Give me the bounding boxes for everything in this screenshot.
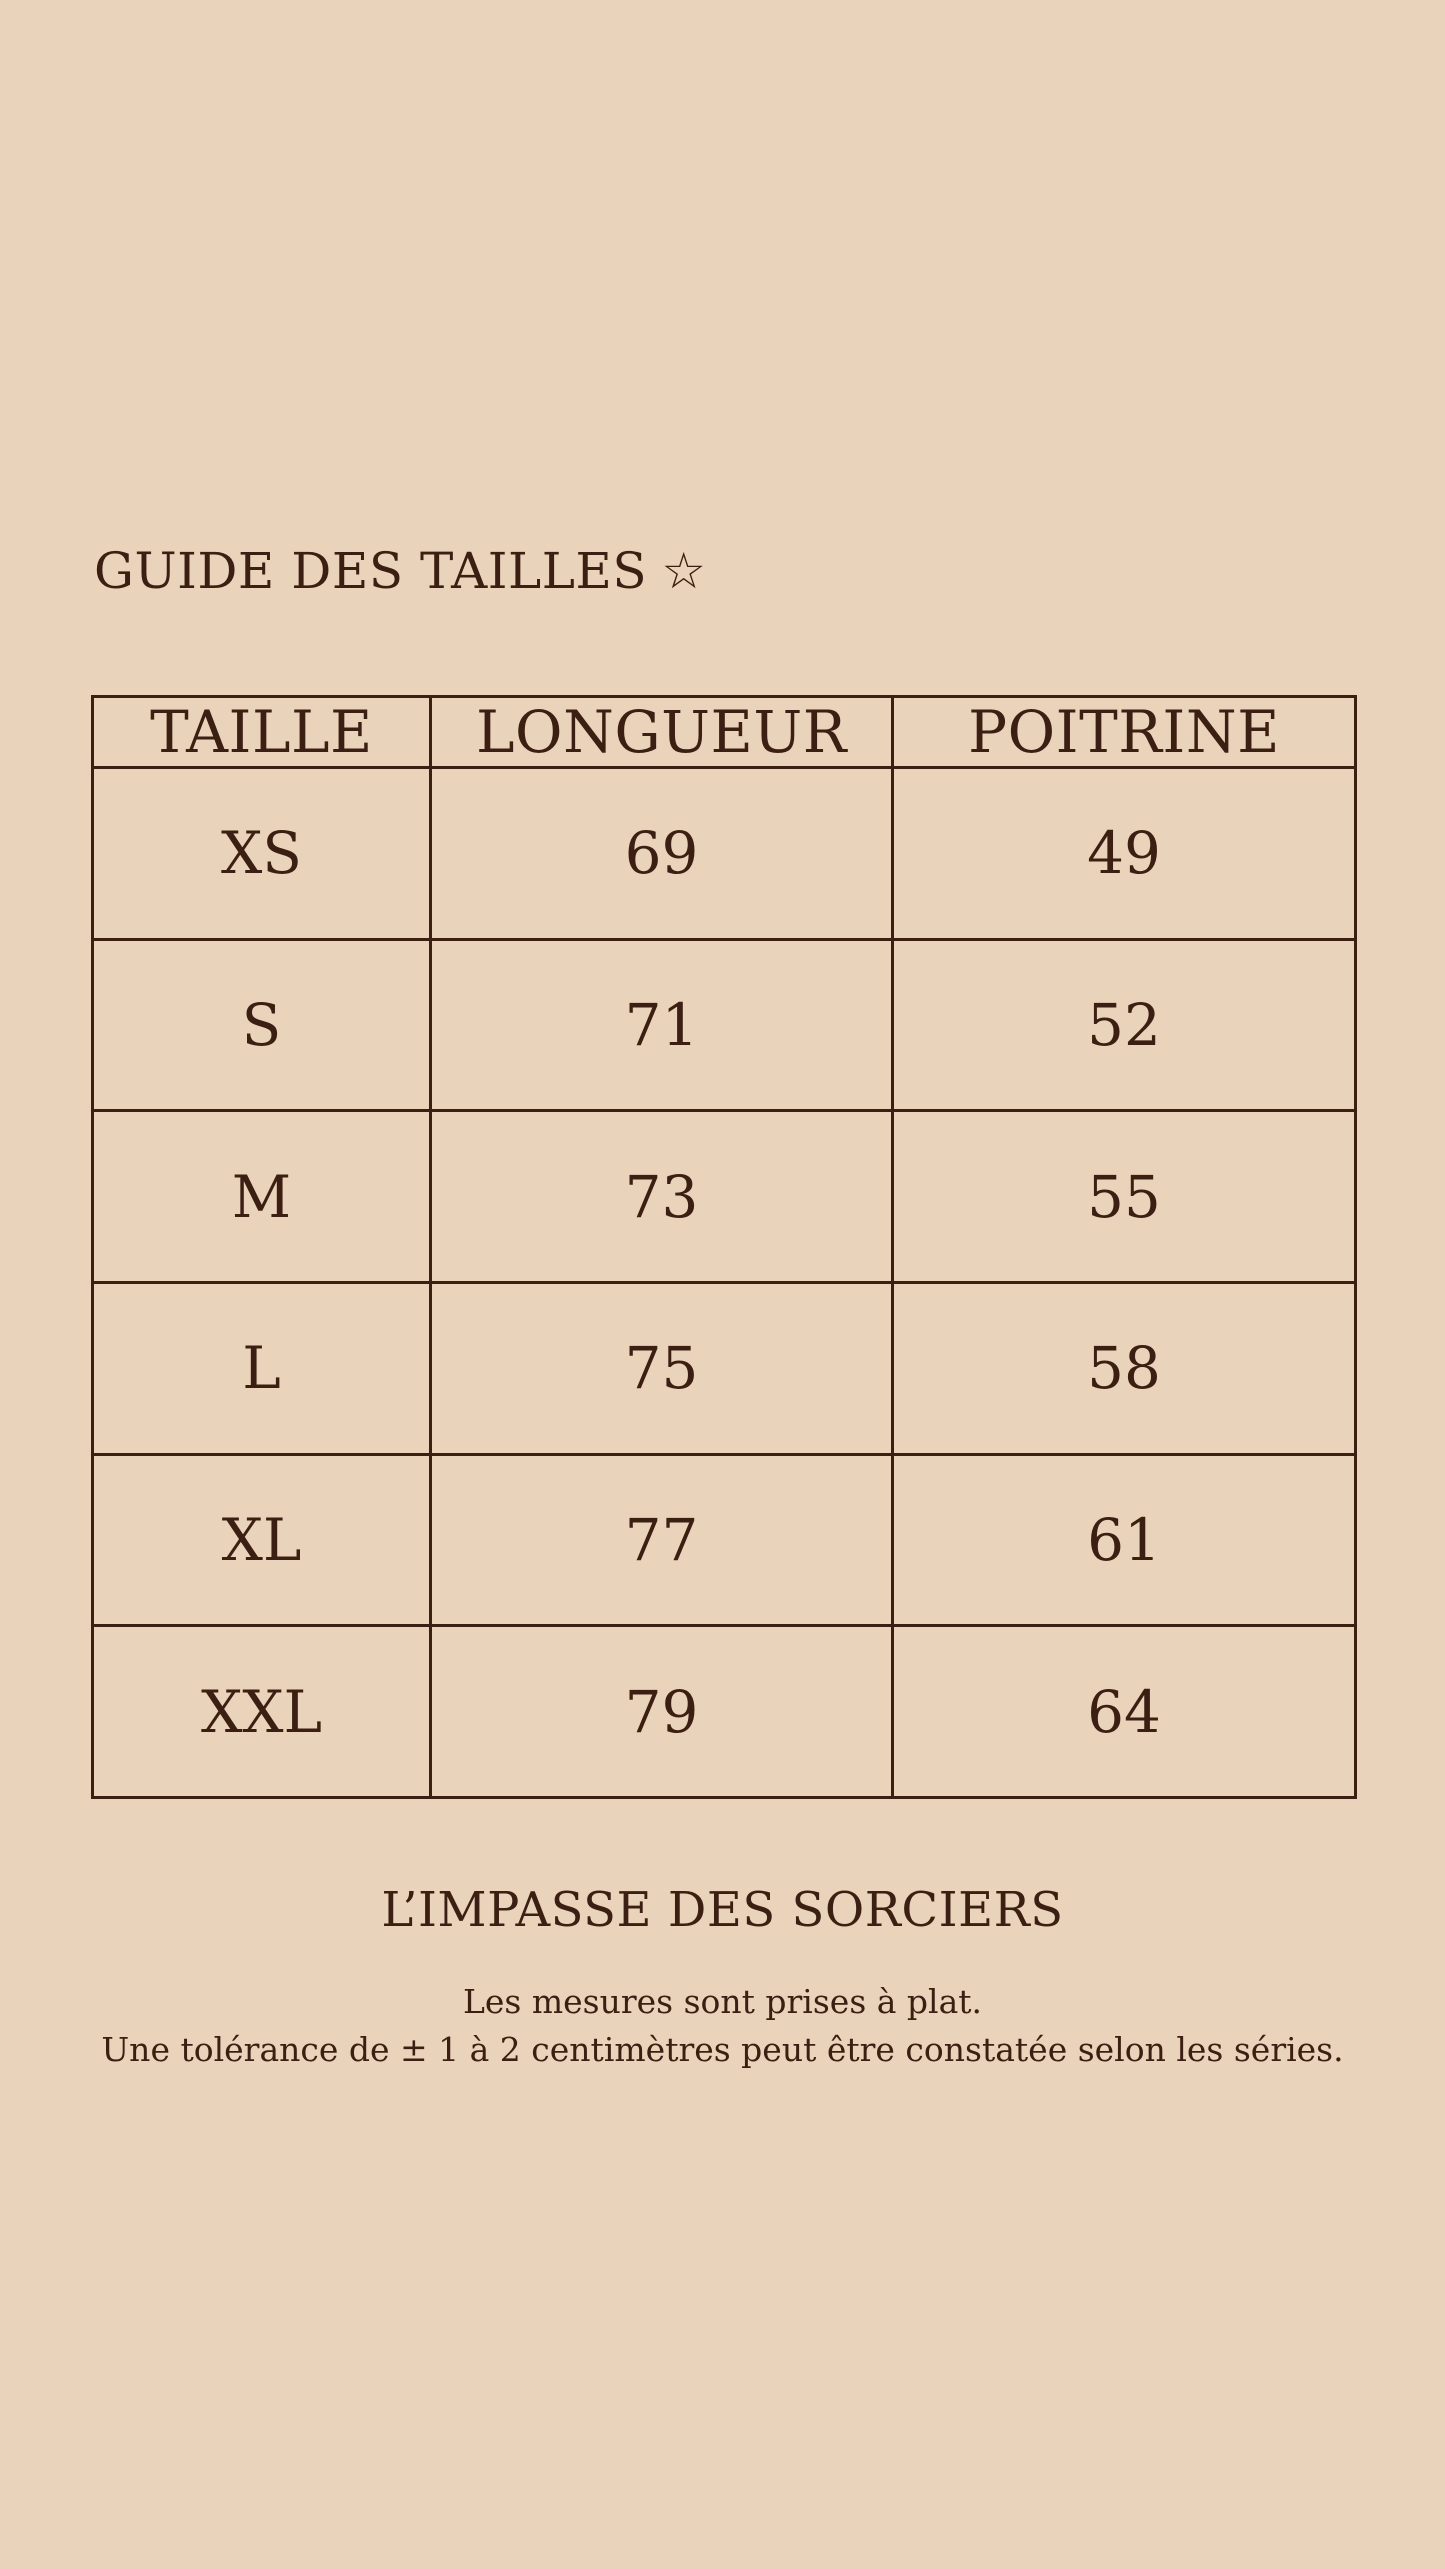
table-header-row: [93, 697, 1356, 768]
column-header-poitrine: POITRINE: [893, 697, 1356, 768]
page-title-text: GUIDE DES TAILLES: [94, 542, 648, 600]
chest-cell: 52: [893, 939, 1356, 1111]
table-row: [93, 1111, 1356, 1283]
size-cell: S: [93, 939, 431, 1111]
brand-name: L’IMPASSE DES SORCIERS: [381, 1882, 1064, 1938]
chest-cell: 64: [893, 1626, 1356, 1798]
column-header-longueur: LONGUEUR: [431, 697, 893, 768]
page-title: [94, 536, 707, 606]
size-cell: XL: [93, 1454, 431, 1626]
measurement-note: Les mesures sont prises à plat.: [462, 1982, 983, 2021]
table-row: [93, 939, 1356, 1111]
column-header-taille: TAILLE: [93, 697, 431, 768]
table-row: [93, 1626, 1356, 1798]
table-row: [93, 1282, 1356, 1454]
table-row: [93, 768, 1356, 940]
size-cell: M: [93, 1111, 431, 1283]
table-row: [93, 1454, 1356, 1626]
size-cell: L: [93, 1282, 431, 1454]
length-cell: 71: [431, 939, 893, 1111]
length-cell: 73: [431, 1111, 893, 1283]
length-cell: 79: [431, 1626, 893, 1798]
length-cell: 75: [431, 1282, 893, 1454]
chest-cell: 58: [893, 1282, 1356, 1454]
length-cell: 77: [431, 1454, 893, 1626]
size-cell: XS: [93, 768, 431, 940]
star-icon: ☆: [661, 542, 707, 600]
chest-cell: 61: [893, 1454, 1356, 1626]
chest-cell: 49: [893, 768, 1356, 940]
size-guide-table: [91, 695, 1357, 1799]
tolerance-note: Une tolérance de ± 1 à 2 centimètres peut être constatée selon les séries.: [101, 2030, 1344, 2069]
size-guide-table-container: [91, 695, 1354, 1799]
chest-cell: 55: [893, 1111, 1356, 1283]
length-cell: 69: [431, 768, 893, 940]
size-cell: XXL: [93, 1626, 431, 1798]
